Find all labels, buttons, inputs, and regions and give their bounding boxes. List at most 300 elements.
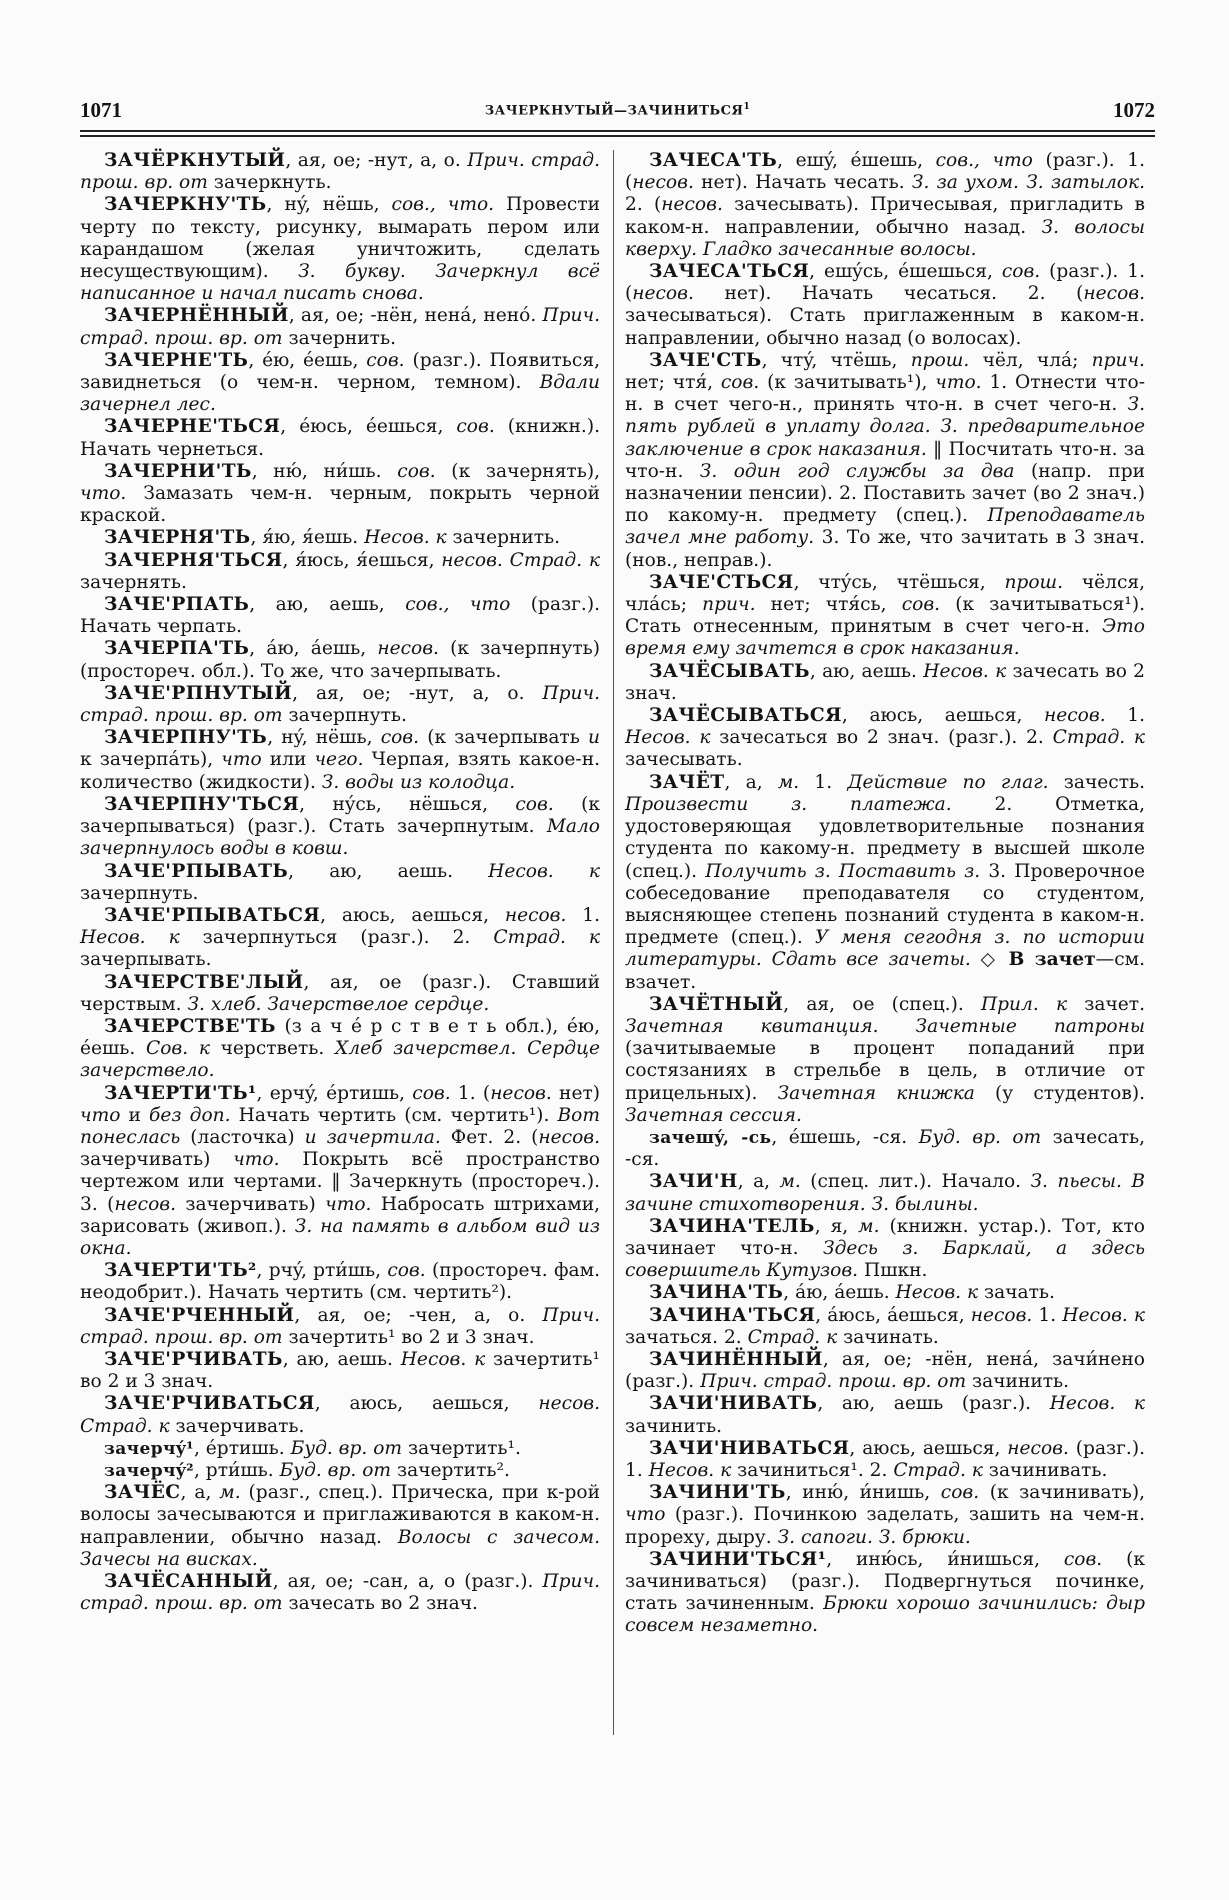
entry-headword: ЗАЧЕСА'ТЬСЯ bbox=[649, 261, 810, 283]
entry-text: , а́ю, а́ешь, bbox=[249, 638, 378, 660]
dictionary-entry bbox=[80, 1305, 600, 1349]
dictionary-entry bbox=[80, 1083, 600, 1261]
entry-italic-text: З. хлеб. Зачерствелое сердце. bbox=[187, 993, 490, 1015]
dictionary-entry bbox=[625, 1127, 1145, 1171]
entry-text: 1. bbox=[566, 904, 600, 926]
dictionary-entry bbox=[625, 1282, 1145, 1304]
entry-text: нет; чтя́, bbox=[625, 372, 721, 394]
dictionary-entry bbox=[80, 1349, 600, 1393]
entry-text: зачерчивать. bbox=[169, 1415, 305, 1437]
dictionary-entry bbox=[625, 150, 1145, 261]
entry-italic-text: и зачертила. bbox=[304, 1126, 441, 1148]
entry-italic-text: У меня сегодня з. по истории литературы. Сдать все зачеты. bbox=[625, 927, 1145, 971]
entry-italic-text: З. пять рублей в уплату долга. З. предварительное заключение в срок наказания. bbox=[625, 394, 1145, 460]
dictionary-entry bbox=[80, 1260, 600, 1304]
dictionary-entry bbox=[80, 1393, 600, 1437]
entry-text: , нýсь, нёшься, bbox=[299, 793, 516, 815]
entry-headword: ЗАЧИ'Н bbox=[649, 1171, 738, 1193]
entry-text: (к зачерпывать bbox=[419, 727, 589, 749]
entry-italic-text: несов. bbox=[377, 638, 439, 660]
entry-text: зачернить. bbox=[446, 527, 561, 549]
entry-italic-text: что bbox=[80, 1104, 121, 1126]
entry-text: , а́юсь, а́ешься, bbox=[815, 1304, 971, 1326]
entry-text: (разг.). 1. ( bbox=[625, 261, 1145, 305]
entry-headword: зачерчý¹ bbox=[104, 1438, 194, 1459]
entry-italic-text: сов. bbox=[397, 460, 436, 482]
entry-text: к зачерпа́ть), bbox=[80, 749, 222, 771]
dictionary-entry bbox=[80, 1571, 600, 1615]
dictionary-entry bbox=[80, 550, 600, 594]
entry-text: , ая, ое (спец.). bbox=[783, 993, 981, 1015]
entry-headword: зачешý, -сь bbox=[649, 1127, 772, 1148]
entry-text: 1. bbox=[1105, 705, 1145, 727]
entry-text: зачерпнуть. bbox=[282, 705, 407, 727]
entry-italic-text: Брюки хорошо зачинились: дыр совсем незаметно. bbox=[625, 1593, 1145, 1637]
dictionary-entry bbox=[625, 1393, 1145, 1437]
entry-text: , аюсь, аешься, bbox=[314, 1393, 539, 1415]
right-column bbox=[625, 150, 1145, 1638]
dictionary-entry bbox=[625, 1549, 1145, 1638]
entry-text: (зачитываемые в процент попаданий при состязаниях в стрельбе в цель, в отличие от прицельных). bbox=[625, 1038, 1145, 1104]
entry-text: нет). Начать чесаться. 2. ( bbox=[693, 283, 1084, 305]
dictionary-entry bbox=[625, 994, 1145, 1127]
entry-text: (разг.). Начать черпать. bbox=[80, 594, 600, 638]
entry-text: (к зачерпнуть) (простореч. обл.). То же, что зачерпывать. bbox=[80, 638, 601, 682]
entry-text: , аю, аешь, bbox=[249, 594, 406, 616]
entry-italic-text: Произвести з. платежа. bbox=[625, 793, 952, 815]
entry-headword: ЗАЧЁСЫВАТЬ bbox=[649, 660, 810, 682]
entry-headword: ЗАЧЁРКНУТЫЙ bbox=[104, 150, 286, 171]
dictionary-entry bbox=[80, 594, 600, 638]
entry-headword: ЗАЧЁТНЫЙ bbox=[649, 993, 784, 1015]
entry-headword: ЗАЧЕРНИ'ТЬ bbox=[104, 460, 252, 482]
entry-italic-text: Несов. к bbox=[625, 727, 711, 749]
entry-text: зачет. bbox=[1067, 993, 1145, 1015]
entry-italic-text: и bbox=[588, 727, 600, 749]
entry-text: 2. Отметка, удостоверяющая удовлетворительные познания студента по какому-н. предмету в высшей школе (спец.). bbox=[625, 793, 1145, 882]
entry-italic-text: что bbox=[221, 749, 262, 771]
page-number-left: 1071 bbox=[80, 98, 122, 122]
entry-italic-text: сов. bbox=[901, 594, 941, 616]
entry-text: зачесывать. bbox=[625, 749, 743, 771]
entry-italic-text: З. за ухом. З. затылок. bbox=[911, 172, 1145, 194]
entry-italic-text: З. пьесы. В зачине стихотворения. З. былины. bbox=[625, 1171, 1145, 1215]
entry-italic-text: Несов. к bbox=[648, 1459, 732, 1481]
entry-italic-text: Хлеб зачерствел. Сердце зачерствело. bbox=[80, 1038, 600, 1082]
entry-headword: ЗАЧЕРНЁННЫЙ bbox=[104, 305, 289, 327]
entry-italic-text: З. на память в альбом вид из окна. bbox=[80, 1215, 600, 1259]
entry-italic-text: сов. bbox=[515, 793, 554, 815]
entry-italic-text: несов. bbox=[490, 1082, 552, 1104]
entry-headword: ЗАЧИ'НИВАТЬ bbox=[649, 1393, 818, 1415]
entry-italic-text: несов. bbox=[1083, 283, 1145, 305]
entry-text: зачесываться). Стать приглаженным в каком-н. направлении, обычно назад (о волосах). bbox=[625, 305, 1145, 349]
entry-text: , ая, ое; -нут, а, о. bbox=[285, 150, 468, 171]
entry-text: 1. ( bbox=[450, 1082, 491, 1104]
entry-italic-text: сов. bbox=[1063, 1548, 1103, 1570]
entry-italic-text: несов. bbox=[114, 1193, 176, 1215]
entry-text: (ласточка) bbox=[180, 1126, 305, 1148]
entry-italic-text: Несов. к bbox=[1062, 1304, 1146, 1326]
entry-italic-text: Сов. к bbox=[146, 1038, 210, 1060]
entry-text: , иню́, и́нишь, bbox=[785, 1482, 941, 1504]
entry-text: зачинивать. bbox=[982, 1459, 1108, 1481]
entry-text: Фет. 2. ( bbox=[440, 1126, 539, 1148]
entry-text: и bbox=[120, 1104, 150, 1126]
entry-italic-text: Страд. к bbox=[747, 1326, 838, 1348]
entry-headword: ЗАЧЕ'РПЫВАТЬ bbox=[104, 860, 289, 882]
entry-text: (к зачерпываться) (разг.). Стать зачерпнутым. bbox=[80, 793, 600, 838]
entry-italic-text: Прич. страд. прош. вр. от bbox=[80, 305, 600, 349]
entry-italic-text: несов. Страд. к bbox=[80, 1393, 600, 1437]
entry-headword: ЗАЧИНИ'ТЬ bbox=[649, 1482, 786, 1504]
entry-text: , éюсь, éешься, bbox=[280, 416, 457, 438]
dictionary-entry bbox=[625, 1349, 1145, 1393]
entry-italic-text: Несов. к bbox=[895, 1282, 979, 1304]
entry-text: , ерчý, éртишь, bbox=[256, 1082, 413, 1104]
entry-text: зачертить¹ во 2 и 3 знач. bbox=[282, 1326, 535, 1348]
dictionary-entry bbox=[625, 1216, 1145, 1283]
entry-text: чёл, чла́; bbox=[969, 349, 1092, 371]
entry-text: (разг., спец.). Прическа, при к-рой волосы зачесываются и приглаживаются в каком-н. направлении, обычно назад. bbox=[80, 1482, 600, 1548]
entry-headword: ЗАЧЕ'РЧИВАТЬ bbox=[104, 1348, 283, 1370]
entry-headword: ЗАЧИНА'ТЕЛЬ bbox=[649, 1215, 815, 1237]
entry-italic-text: З. один год службы за два bbox=[699, 460, 1015, 482]
entry-text: (книжн. устар.). Тот, кто зачинает что-н. bbox=[625, 1215, 1145, 1259]
entry-text: зачесать во 2 знач. bbox=[625, 660, 1146, 704]
entry-text: Покрыть всё пространство чертежом или чертами. ‖ Зачеркнуть (простореч.). 3. ( bbox=[80, 1149, 600, 1215]
entry-headword: зачерчý² bbox=[104, 1460, 194, 1481]
column-divider bbox=[613, 150, 614, 1735]
entry-text: (к зачитывать¹), bbox=[759, 372, 936, 394]
entry-text: зачесывать). Причесывая, пригладить в каком-н. направлении, обычно назад. bbox=[625, 194, 1146, 238]
dictionary-entry bbox=[625, 1171, 1145, 1215]
entry-text: , я́юсь, я́ешься, bbox=[282, 549, 442, 571]
dictionary-entry bbox=[80, 1016, 600, 1083]
entry-text: зачиниться¹. 2. bbox=[731, 1459, 894, 1481]
dictionary-entry bbox=[80, 150, 600, 194]
dictionary-entry bbox=[80, 905, 600, 972]
entry-italic-text: сов. bbox=[940, 1482, 980, 1504]
entry-italic-text: Прич. страд. прош. вр. от bbox=[80, 1571, 600, 1615]
entry-text: зачертить². bbox=[391, 1459, 510, 1481]
entry-italic-text: Прич. страд. прош. вр. от bbox=[80, 1304, 600, 1348]
entry-italic-text: сов., что. bbox=[391, 194, 495, 216]
dictionary-entry bbox=[80, 861, 600, 905]
entry-text: , чтýсь, чтёшься, bbox=[793, 571, 1005, 593]
entry-text: ‖ Посчитать что-н. за что-н. bbox=[625, 438, 1145, 482]
entry-text: зачесать во 2 знач. bbox=[282, 1593, 478, 1615]
entry-text: зачаться. 2. bbox=[625, 1326, 748, 1348]
entry-headword: ЗАЧЕРНЯ'ТЬСЯ bbox=[104, 549, 283, 571]
entry-text: 1. bbox=[799, 771, 848, 793]
entry-italic-text: Это время ему зачтется в срок наказания. bbox=[625, 616, 1145, 660]
dictionary-entry bbox=[80, 527, 600, 549]
entry-headword: ЗАЧИНА'ТЬ bbox=[649, 1282, 784, 1304]
entry-italic-text: Несов. к bbox=[364, 527, 447, 549]
entry-text: , ая, ое; -сан, а, о (разг.). bbox=[272, 1571, 543, 1592]
entry-text: (з а ч é р с т в е т ь обл.), éю, éешь. bbox=[80, 1015, 600, 1060]
dictionary-entry bbox=[625, 661, 1145, 705]
entry-headword: ЗАЧЕРНЕ'ТЬСЯ bbox=[104, 416, 281, 438]
dictionary-entry bbox=[80, 638, 600, 682]
entry-italic-text: сов., что bbox=[405, 594, 511, 616]
entry-text: Набросать штрихами, зарисовать (живоп.). bbox=[80, 1193, 600, 1237]
entry-text: зачерпнуться (разг.). 2. bbox=[179, 927, 494, 949]
entry-text: , аюсь, аешься, bbox=[849, 1437, 1008, 1459]
entry-text: 2. ( bbox=[625, 194, 662, 216]
entry-italic-text: Буд. вр. от bbox=[279, 1459, 392, 1481]
entry-text: зачерчивать) bbox=[176, 1193, 326, 1215]
entry-headword: ЗАЧИНА'ТЬСЯ bbox=[649, 1304, 816, 1326]
entry-text: , ешýсь, éшешься, bbox=[809, 261, 1002, 283]
entry-italic-text: прош. bbox=[1004, 571, 1064, 593]
entry-text: 3. То же, что зачитать в 3 знач. (нов., неправ.). bbox=[625, 527, 1145, 571]
entry-text: зачать. bbox=[978, 1282, 1055, 1304]
entry-italic-text: прич. bbox=[702, 594, 756, 616]
entry-italic-text: Прил. к bbox=[980, 993, 1068, 1015]
entry-italic-text: Волосы с зачесом. Зачесы на висках. bbox=[80, 1526, 600, 1570]
entry-headword: ЗАЧЁСАННЫЙ bbox=[104, 1571, 273, 1592]
entry-headword: ЗАЧИНЁННЫЙ bbox=[649, 1348, 823, 1370]
entry-text: зачеркнуть. bbox=[207, 172, 332, 194]
entry-text: , нý, нёшь, bbox=[266, 194, 392, 216]
entry-italic-text: несов. bbox=[970, 1304, 1033, 1326]
entry-italic-text: чего. bbox=[314, 749, 364, 771]
entry-text: (разг.). 1. bbox=[625, 1437, 1145, 1481]
entry-italic-text: несов. bbox=[661, 194, 723, 216]
entry-italic-text: Вдали зачернел лес. bbox=[80, 372, 600, 416]
entry-headword: ЗАЧЕРНЯ'ТЬ bbox=[104, 527, 251, 549]
dictionary-entry bbox=[625, 1305, 1145, 1349]
entry-text: Провести черту по тексту, рисунку, вымарать пером или карандашом (желая уничтожить, сделать несуществующим). bbox=[80, 194, 600, 283]
entry-text: чёлся, чла́сь; bbox=[625, 571, 1145, 616]
entry-text: Замазать чем-н. черным, покрыть черной краской. bbox=[80, 483, 600, 527]
entry-headword: ЗАЧЕРКНУ'ТЬ bbox=[104, 194, 267, 216]
dictionary-entry bbox=[80, 1438, 600, 1460]
entry-text: , ая, ое; -нут, а, о. bbox=[292, 682, 543, 704]
entry-headword: ЗАЧЕ'РПЫВАТЬСЯ bbox=[104, 904, 321, 926]
entry-text: черстветь. bbox=[209, 1038, 335, 1060]
entry-italic-text: сов. bbox=[456, 416, 495, 438]
entry-italic-text: Страд. к bbox=[493, 927, 600, 949]
entry-italic-text: несов. bbox=[632, 283, 694, 305]
entry-italic-text: несов. bbox=[504, 904, 567, 926]
running-head-superscript: 1 bbox=[743, 102, 751, 112]
entry-italic-text: м. bbox=[779, 1171, 801, 1193]
entry-italic-text: Несов. к bbox=[400, 1348, 486, 1370]
entry-headword: ЗАЧЁТ bbox=[649, 771, 725, 793]
entry-text: зачерпнуть. bbox=[80, 882, 199, 904]
entry-text: , éю, éешь, bbox=[248, 349, 367, 371]
entry-text: зачинить. bbox=[625, 1415, 723, 1437]
entry-text: , éртишь. bbox=[193, 1437, 291, 1459]
dictionary-entry bbox=[80, 683, 600, 727]
entry-italic-text: что. bbox=[233, 1149, 280, 1171]
entry-text: , ая, ое (разг.). Ставший черствым. bbox=[80, 971, 600, 1015]
entry-text: Пшкн. bbox=[858, 1260, 928, 1282]
entry-text: зачесаться во 2 знач. (разг.). 2. bbox=[710, 727, 1053, 749]
entry-headword: ЗАЧЕСА'ТЬ bbox=[649, 150, 778, 171]
entry-text: Начать чертить (см. чертить¹). bbox=[230, 1104, 558, 1126]
entry-bold-phrase: В зачет bbox=[1008, 949, 1096, 971]
dictionary-entry bbox=[625, 350, 1145, 572]
entry-italic-text: без доп. bbox=[149, 1104, 231, 1126]
entry-headword: ЗАЧЕРТИ'ТЬ² bbox=[104, 1260, 257, 1282]
entry-headword: ЗАЧЁСЫВАТЬСЯ bbox=[649, 705, 842, 727]
entry-text: , чтý, чтёшь, bbox=[761, 349, 911, 371]
entry-italic-text: Буд. вр. от bbox=[918, 1126, 1042, 1148]
dictionary-entry bbox=[625, 1438, 1145, 1482]
page-header bbox=[80, 98, 1155, 124]
running-head-text: ЗАЧЕРКНУТЫЙ—ЗАЧИНИТЬСЯ bbox=[484, 103, 744, 119]
entry-italic-text: Несов. к bbox=[80, 927, 180, 949]
entry-italic-text: Страд. к bbox=[893, 1459, 983, 1481]
dictionary-entry bbox=[625, 572, 1145, 661]
entry-text: , ая, ое; -нён, нена́, зачи́нено (разг.). bbox=[625, 1348, 1145, 1393]
entry-text: зачернять. bbox=[80, 571, 187, 593]
entry-italic-text: сов. bbox=[412, 1082, 451, 1104]
entry-text: (книжн.). Начать чернеться. bbox=[80, 416, 600, 460]
entry-italic-text: прош. bbox=[910, 349, 970, 371]
entry-headword: ЗАЧЕРПНУ'ТЬСЯ bbox=[104, 793, 300, 815]
dictionary-entry bbox=[80, 461, 600, 528]
entry-italic-text: несов. bbox=[1007, 1437, 1069, 1459]
page-number-right: 1072 bbox=[1113, 98, 1155, 122]
dictionary-entry bbox=[80, 727, 600, 794]
entry-italic-text: Зачетная сессия. bbox=[625, 1104, 802, 1126]
entry-text: (простореч. фам. неодобрит.). Начать чертить (см. чертить²). bbox=[80, 1260, 600, 1304]
entry-headword: ЗАЧЕ'СТЬ bbox=[649, 349, 762, 371]
header-rule-top bbox=[80, 130, 1155, 132]
entry-italic-text: Прич. страд. прош. вр. от bbox=[700, 1371, 967, 1393]
entry-text: , аюсь, аешься, bbox=[320, 904, 505, 926]
entry-text: зачертить¹. bbox=[402, 1437, 521, 1459]
entry-italic-text: сов. bbox=[720, 372, 760, 394]
entry-text: , аюсь, аешься, bbox=[841, 705, 1045, 727]
entry-italic-text: Несов. к bbox=[1049, 1393, 1145, 1415]
left-column bbox=[80, 150, 600, 1615]
dictionary-entry bbox=[80, 1482, 600, 1571]
entry-headword: ЗАЧЕ'РПНУТЫЙ bbox=[104, 682, 293, 704]
entry-italic-text: З. букву. Зачеркнул всё написанное и начал писать снова. bbox=[80, 261, 600, 305]
entry-text: , рти́шь. bbox=[193, 1459, 280, 1481]
entry-italic-text: сов. bbox=[1001, 261, 1041, 283]
entry-italic-text: З. воды из колодца. bbox=[321, 771, 516, 793]
entry-text: (разг.). Починкою заделать, зашить на чем-н. прореху, дыру. bbox=[625, 1504, 1145, 1548]
entry-headword: ЗАЧИ'НИВАТЬСЯ bbox=[649, 1437, 850, 1459]
entry-italic-text: м. bbox=[777, 771, 800, 793]
entry-text: , рчý, рти́шь, bbox=[256, 1260, 388, 1282]
entry-text: зачерпывать. bbox=[80, 949, 212, 971]
entry-italic-text: Мало зачерпнулось воды в ковш. bbox=[80, 816, 600, 860]
entry-italic-text: сов. bbox=[387, 1260, 426, 1282]
entry-headword: ЗАЧЕРСТВЕ'ТЬ bbox=[104, 1015, 276, 1037]
entry-italic-text: несов. bbox=[538, 1126, 600, 1148]
entry-italic-text: что. bbox=[935, 372, 982, 394]
entry-text: зачернить. bbox=[282, 327, 396, 349]
entry-headword: ЗАЧЕРСТВЕ'ЛЫЙ bbox=[104, 971, 304, 993]
entry-italic-text: сов., что bbox=[935, 150, 1033, 171]
entry-text: зачинить. bbox=[966, 1371, 1070, 1393]
dictionary-entry bbox=[625, 1482, 1145, 1549]
entry-text: —см. взачет. bbox=[625, 949, 1145, 993]
entry-text: 1. bbox=[1032, 1304, 1063, 1326]
entry-italic-text: сов. bbox=[366, 349, 405, 371]
entry-text: , а, bbox=[724, 771, 778, 793]
entry-text: (разг.). Появиться, завиднеться (о чем-н. черном, темном). bbox=[80, 349, 600, 394]
entry-text: , а, bbox=[737, 1171, 780, 1193]
entry-italic-text: Несов. к bbox=[923, 660, 1007, 682]
entry-headword: ЗАЧЕРНЕ'ТЬ bbox=[104, 349, 249, 371]
entry-headword: ЗАЧИНИ'ТЬСЯ¹ bbox=[649, 1548, 827, 1570]
entry-text: , ню́, ни́шь. bbox=[251, 460, 398, 482]
entry-headword: ЗАЧЕРТИ'ТЬ¹ bbox=[104, 1082, 257, 1104]
entry-italic-text: Несов. к bbox=[488, 860, 600, 882]
entry-text: зачертить¹ во 2 и 3 знач. bbox=[80, 1348, 600, 1393]
dictionary-entry bbox=[80, 972, 600, 1016]
entry-text: , иню́сь, и́нишься, bbox=[826, 1548, 1064, 1570]
entry-italic-text: Преподаватель зачел мне работу. bbox=[625, 505, 1145, 549]
entry-text: (к зачиниваться) (разг.). Подвергнуться починке, стать зачиненным. bbox=[625, 1548, 1145, 1615]
entry-text: или bbox=[261, 749, 315, 771]
entry-italic-text: несов. Страд. к bbox=[441, 549, 600, 571]
entry-italic-text: Прич. страд. прош. вр. от bbox=[80, 682, 600, 727]
entry-italic-text: Зачетная книжка bbox=[777, 1082, 975, 1104]
entry-italic-text: Страд. к bbox=[1052, 727, 1145, 749]
entry-headword: ЗАЧЕ'РПАТЬ bbox=[104, 594, 250, 616]
entry-text: Черпая, взять какое-н. количество (жидкости). bbox=[80, 749, 601, 793]
entry-text: нет) bbox=[551, 1082, 600, 1104]
entry-text: , нý, нёшь, bbox=[267, 727, 381, 749]
entry-text: , я, bbox=[814, 1215, 859, 1237]
entry-text: , аю, аешь (разг.). bbox=[817, 1393, 1050, 1415]
entry-text: (разг.). 1. ( bbox=[625, 150, 1145, 194]
header-rule-bottom bbox=[80, 135, 1155, 137]
entry-text: нет; чтя́сь, bbox=[755, 594, 902, 616]
entry-headword: ЗАЧЕРПА'ТЬ bbox=[104, 638, 250, 660]
entry-text: , а, bbox=[180, 1482, 220, 1504]
entry-text: , ешý, éшешь, bbox=[777, 150, 936, 171]
dictionary-entry bbox=[80, 305, 600, 349]
entry-italic-text: Вот понеслась bbox=[80, 1104, 600, 1148]
entry-italic-text: что. bbox=[80, 483, 127, 505]
entry-text: зачесать, -ся. bbox=[625, 1126, 1146, 1171]
entry-italic-text: что. bbox=[325, 1193, 372, 1215]
entry-italic-text: прич. bbox=[1091, 349, 1145, 371]
entry-text: , я́ю, я́ешь. bbox=[250, 527, 365, 549]
entry-text: , éшешь, -ся. bbox=[771, 1126, 919, 1148]
entry-headword: ЗАЧЕ'РЧИВАТЬСЯ bbox=[104, 1393, 315, 1415]
entry-italic-text: м. bbox=[219, 1482, 241, 1504]
entry-text: зачерчивать) bbox=[80, 1149, 234, 1171]
entry-text: , ая, ое; -нён, нена́, нено́. bbox=[288, 305, 543, 327]
entry-text: 1. Отнести что-н. в счет чего-н., принять что-н. в счет чего-н. bbox=[625, 372, 1145, 416]
entry-text: (к зачинивать), bbox=[979, 1482, 1145, 1504]
dictionary-entry bbox=[80, 194, 600, 305]
dictionary-entry bbox=[80, 1460, 600, 1482]
entry-italic-text: Действие по глаг. bbox=[847, 771, 1049, 793]
entry-text: , а́ю, а́ешь. bbox=[783, 1282, 896, 1304]
entry-text: (спец. лит.). Начало. bbox=[800, 1171, 1031, 1193]
entry-headword: ЗАЧЁС bbox=[104, 1482, 181, 1504]
entry-text: , аю, аешь. bbox=[288, 860, 489, 882]
entry-italic-text: м. bbox=[858, 1215, 880, 1237]
entry-text: , ая, ое; -чен, а, о. bbox=[294, 1304, 543, 1326]
entry-italic-text: З. волосы кверху. Гладко зачесанные волосы. bbox=[625, 216, 1146, 260]
entry-headword: ЗАЧЕ'СТЬСЯ bbox=[649, 571, 794, 593]
dictionary-entry bbox=[80, 794, 600, 861]
